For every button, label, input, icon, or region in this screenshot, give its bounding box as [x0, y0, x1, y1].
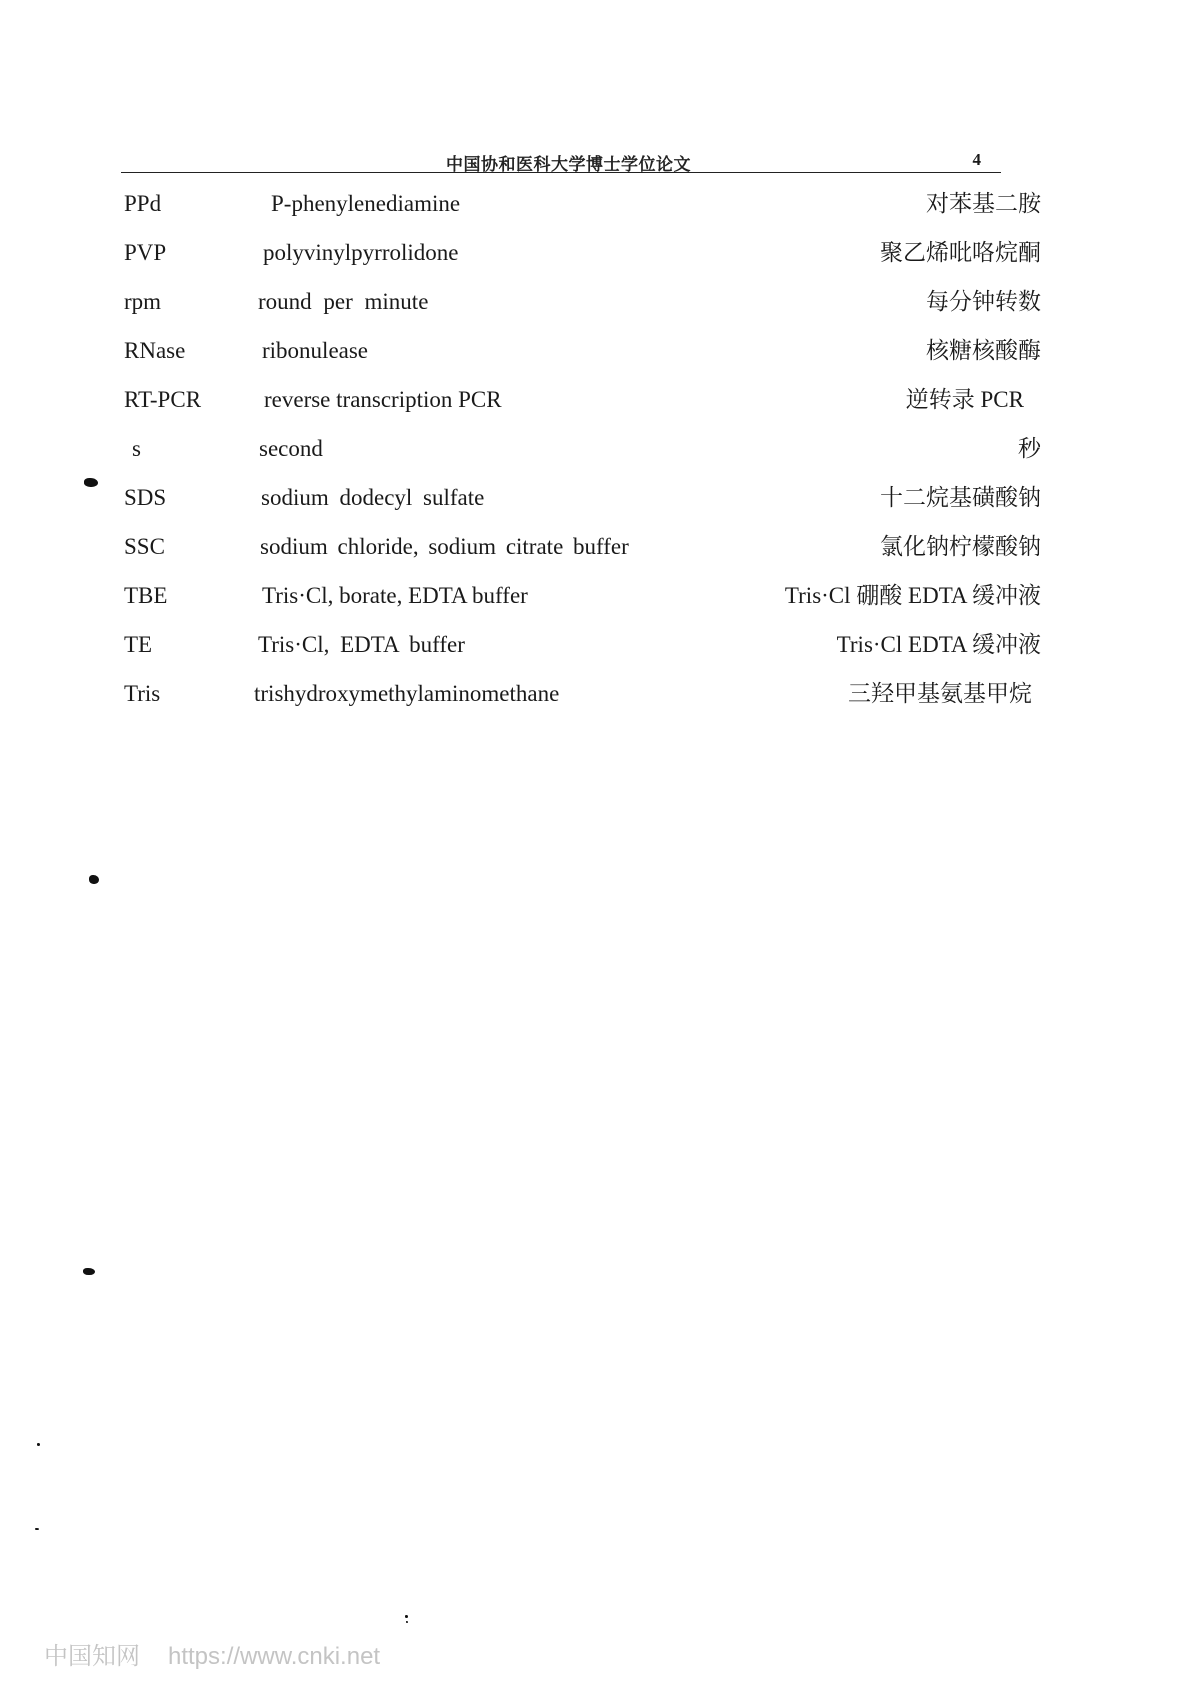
abbreviation-row [121, 182, 1041, 231]
watermark-url: https://www.cnki.net [168, 1643, 381, 1670]
abbreviation-code: SSC [124, 534, 165, 559]
abbreviation-row [121, 672, 1041, 721]
scan-speck [405, 1615, 408, 1618]
abbreviation-code: PVP [124, 240, 167, 265]
scan-speck [37, 1443, 40, 1446]
abbreviation-chinese: 氯化钠柠檬酸钠 [880, 534, 1041, 559]
scan-speck [83, 1268, 95, 1275]
abbreviation-row [121, 231, 1041, 280]
abbreviation-row [121, 525, 1041, 574]
abbreviation-code: RT-PCR [124, 387, 202, 412]
abbreviation-code: RNase [124, 338, 186, 363]
abbreviation-chinese: 秒 [1018, 436, 1041, 461]
abbreviation-code: TBE [124, 583, 168, 608]
abbreviation-english: sodium chloride, sodium citrate buffer [260, 534, 629, 559]
abbreviation-english: reverse transcription PCR [264, 387, 502, 412]
abbreviation-code: Tris [124, 681, 161, 706]
abbreviation-row [121, 329, 1041, 378]
abbreviation-list [121, 182, 1041, 721]
page-header [121, 148, 1001, 173]
scan-speck [89, 875, 99, 884]
page-number: 4 [972, 150, 981, 169]
thesis-title: 中国协和医科大学博士学位论文 [446, 155, 691, 174]
scan-speck [406, 1621, 408, 1623]
abbreviation-english: Tris·Cl, EDTA buffer [258, 632, 465, 657]
abbreviation-english: polyvinylpyrrolidone [263, 240, 459, 265]
abbreviation-row [121, 280, 1041, 329]
abbreviation-code: rpm [124, 289, 162, 314]
abbreviation-chinese: 十二烷基磺酸钠 [880, 485, 1041, 510]
abbreviation-chinese: 对苯基二胺 [926, 191, 1041, 216]
abbreviation-chinese: Tris·Cl EDTA 缓冲液 [836, 632, 1041, 657]
abbreviation-english: P-phenylenediamine [271, 191, 461, 216]
abbreviation-chinese: 核糖核酸酶 [926, 338, 1041, 363]
abbreviation-english: ribonulease [262, 338, 369, 363]
cnki-watermark [44, 1636, 380, 1671]
abbreviation-english: Tris·Cl, borate, EDTA buffer [262, 583, 528, 608]
watermark-brand: 中国知网 [44, 1643, 140, 1670]
abbreviation-code: SDS [124, 485, 167, 510]
abbreviation-row [121, 574, 1041, 623]
abbreviation-chinese: 逆转录 PCR [905, 387, 1024, 412]
scan-speck [84, 478, 98, 487]
abbreviation-code: PPd [124, 191, 162, 216]
abbreviation-row [121, 427, 1041, 476]
abbreviation-english: trishydroxymethylaminomethane [254, 681, 560, 706]
abbreviation-row [121, 476, 1041, 525]
abbreviation-row [121, 623, 1041, 672]
abbreviation-code: TE [124, 632, 153, 657]
abbreviation-english: second [259, 436, 323, 461]
scan-speck [35, 1528, 39, 1530]
abbreviation-row [121, 378, 1041, 427]
abbreviation-chinese: 聚乙烯吡咯烷酮 [880, 240, 1041, 265]
abbreviation-english: sodium dodecyl sulfate [261, 485, 485, 510]
abbreviation-chinese: 三羟甲基氨基甲烷 [848, 681, 1032, 706]
abbreviation-chinese: Tris·Cl 硼酸 EDTA 缓冲液 [784, 583, 1041, 608]
abbreviation-english: round per minute [258, 289, 429, 314]
abbreviation-code: s [132, 436, 141, 461]
abbreviation-chinese: 每分钟转数 [926, 289, 1041, 314]
